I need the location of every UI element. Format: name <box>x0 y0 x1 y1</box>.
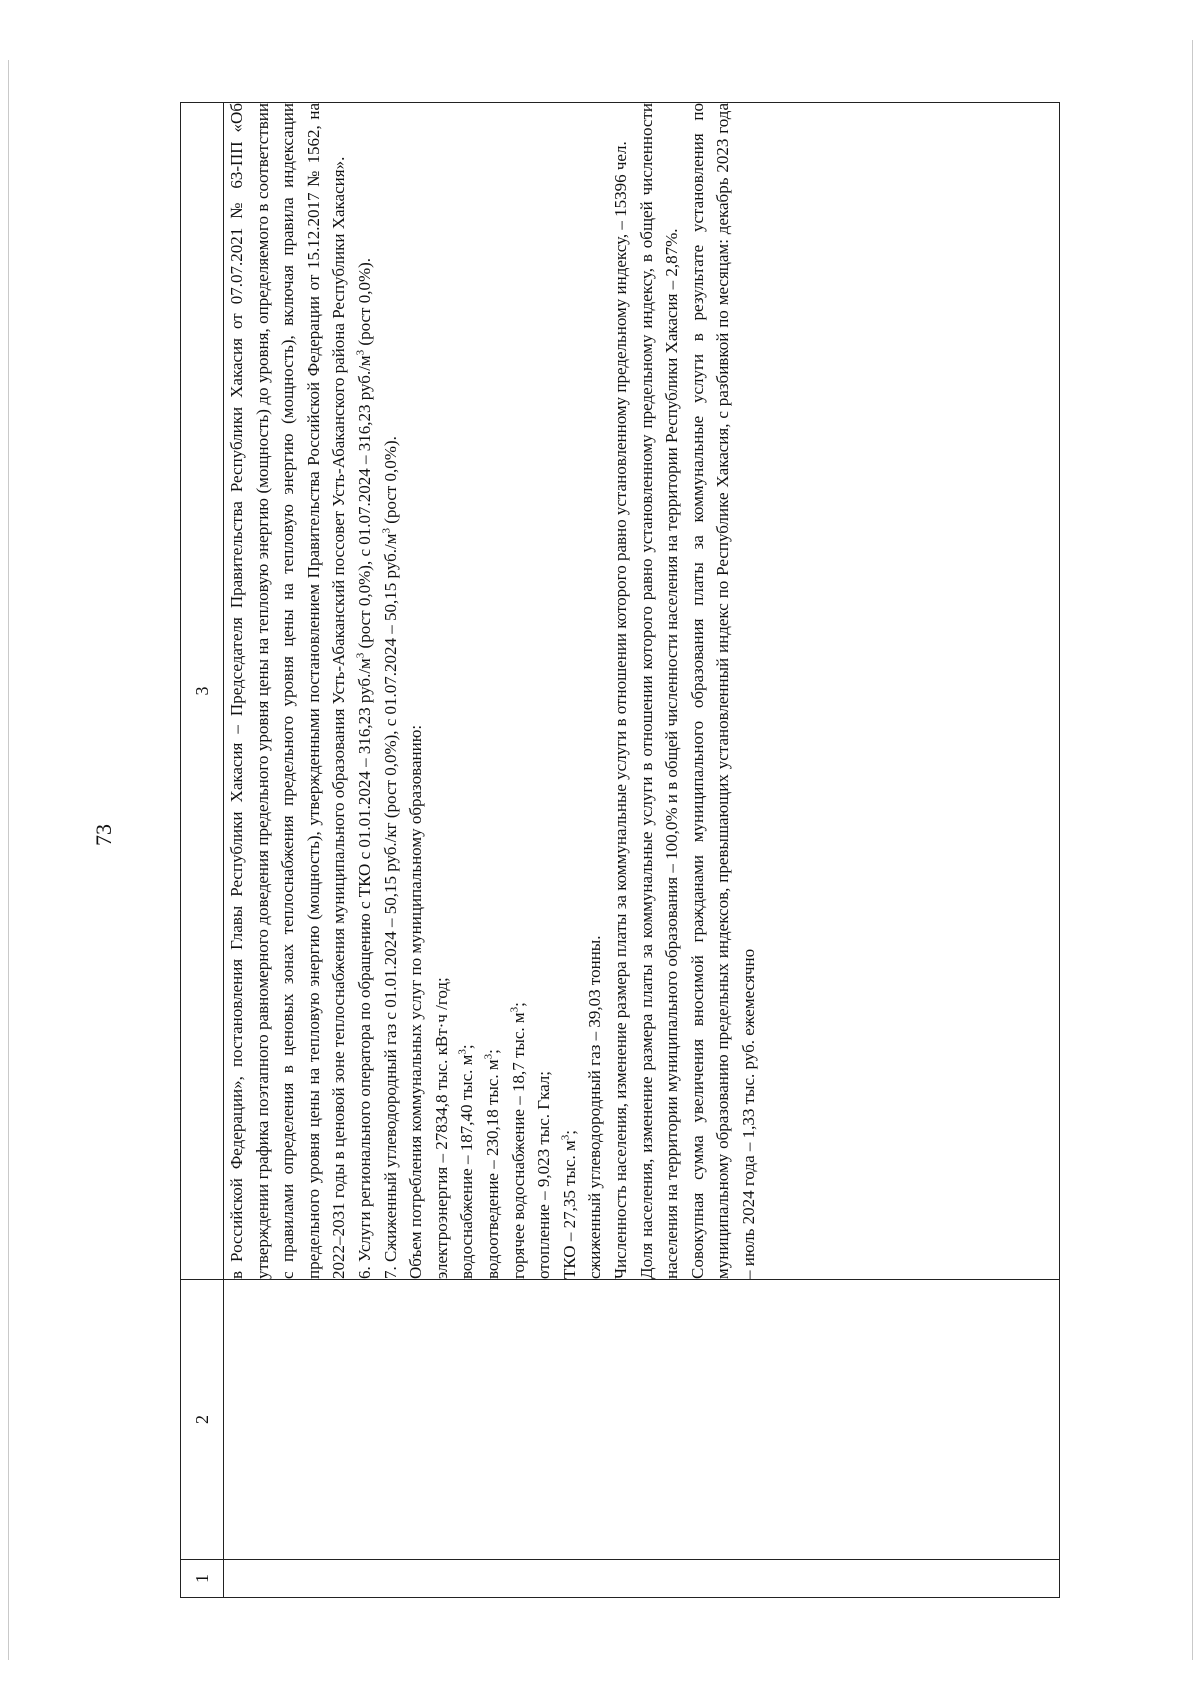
header-col-2: 2 <box>181 1280 224 1560</box>
volume-water: водоснабжение – 187,40 тыс. $м^3$; <box>456 1044 477 1279</box>
paragraph-item-7: 7. Сжиженный углеводородный газ с 01.01.2024 – 50,15 руб./кг (рост 0,0%), с 01.07.2024 – 50,15 $руб./м^3$ (рост 0,0%). <box>379 436 400 1279</box>
volume-heating: отопление – 9,023 тыс. Гкал; <box>534 1071 554 1279</box>
volume-tko: ТКО – 27,35 тыс. $м^3$; <box>559 1130 579 1279</box>
paragraph-total: Совокупная сумма увеличения вносимой гражданами муниципального образования платы за коммунальные услуги в результате установления по муниципальному образованию предельных индексов, превышающих установленный индекс по Республике Хакасия, с разбивкой по месяцам: декабрь 2023 года – июль 2024 года – 1,33 тыс. руб. ежемесячно <box>687 103 758 1279</box>
volume-gas: сжиженный углеводородный газ – 39,03 тонны. <box>585 935 605 1279</box>
volume-hot-water: горячее водоснабжение – 18,7 тыс. $м^3$; <box>507 1002 528 1279</box>
paragraph-item-6: 6. Услуги регионального оператора по обращению с ТКО с 01.01.2024 – 316,23 $руб./м^3$ (рост 0,0%), с 01.07.2024 – 316,23 $руб./м^3$ (рост 0,0%). <box>354 257 374 1279</box>
paragraph-share: Доля населения, изменение размера платы за коммунальные услуги в отношении которого равно установленному предельному индексу, в общей численности населения на территории муниципального образования – 100,0% и в общей численности населения на территории Республики Хакасия – 2,87%. <box>636 103 682 1279</box>
volume-electricity: электроэнергия – 27834,8 тыс. кВт·ч /год; <box>431 977 451 1279</box>
table-body-row <box>224 103 1060 1598</box>
volume-title: Объем потребления коммунальных услуг по муниципальному образованию: <box>406 724 426 1279</box>
document-table <box>180 102 1060 1598</box>
rotated-table-wrapper <box>180 103 1060 1598</box>
paragraph-legal-basis: в Российской Федерации», постановления Главы Республики Хакасия – Председателя Правительства Республики Хакасия от 07.07.2021 № 63-ПП «Об утверждении графика поэтапного равномерного доведения предельного уровня цены на тепловую энергию (мощность) до уровня, определяемого в соответствии с правилами определения в ценовых зонах теплоснабжения предельного уровня цены на тепловую энергию (мощность), включая правила индексации предельного уровня цены на тепловую энергию (мощность), утвержденными постановлением Правительства Российской Федерации от 15.12.2017 № 1562, на 2022–2031 годы в ценовой зоне теплоснабжения муниципального образования Усть-Абаканский поссовет Усть-Абаканского района Республики Хакасия». <box>227 103 349 1279</box>
body-col-3-text <box>224 103 1060 1280</box>
header-col-3: 3 <box>181 103 224 1280</box>
body-col-1 <box>224 1560 1060 1598</box>
page-number: 73 <box>91 824 116 846</box>
body-col-2 <box>224 1280 1060 1560</box>
header-col-1: 1 <box>181 1560 224 1598</box>
volume-sewage: водоотведение – 230,18 тыс. $м^3$; <box>482 1049 502 1279</box>
scan-edge-right <box>1192 40 1193 1660</box>
table-header-row <box>181 103 224 1598</box>
scan-edge-left <box>8 60 9 1660</box>
paragraph-population: Численность населения, изменение размера платы за коммунальные услуги в отношении которого равно установленному предельному индексу, – 15396 чел. <box>610 141 630 1279</box>
